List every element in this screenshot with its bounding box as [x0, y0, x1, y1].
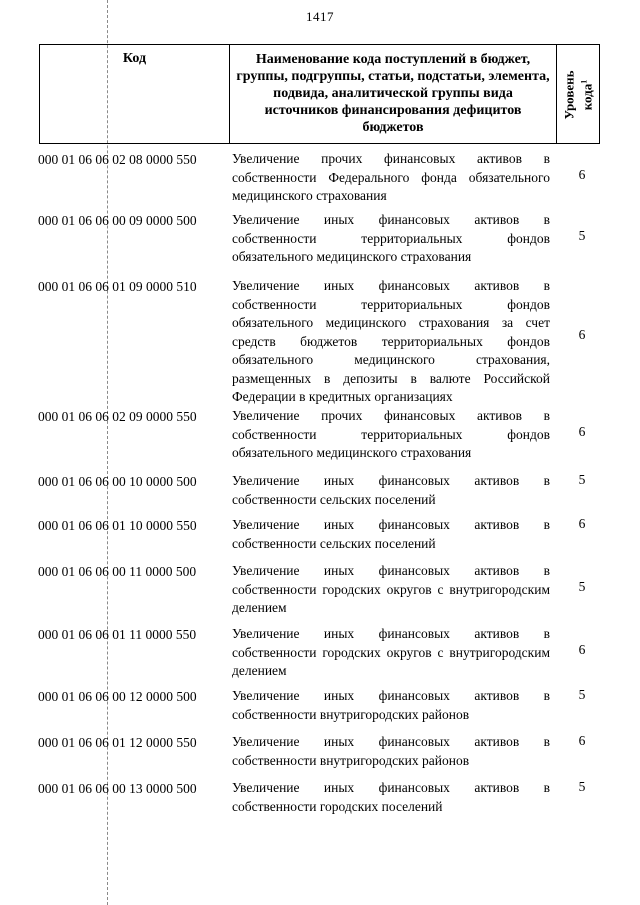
row-code: 000 01 06 06 00 11 0000 500	[38, 564, 197, 579]
row-code: 000 01 06 06 01 11 0000 550	[38, 627, 197, 642]
row-code: 000 01 06 06 01 09 0000 510	[38, 279, 197, 294]
row-name: Увеличение прочих финансовых активов в собственности территориальных фондов обязательного медицинского страхования	[232, 408, 550, 460]
row-level: 5	[578, 579, 586, 594]
row-code: 000 01 06 06 01 10 0000 550	[38, 518, 197, 533]
header-level-note: 1	[579, 79, 589, 84]
row-level: 5	[578, 687, 586, 702]
row-level: 5	[578, 779, 586, 794]
row-code: 000 01 06 06 00 09 0000 500	[38, 213, 197, 228]
row-code: 000 01 06 06 00 13 0000 500	[38, 781, 197, 796]
row-name: Увеличение иных финансовых активов в собственности сельских поселений	[232, 473, 550, 507]
row-name: Увеличение иных финансовых активов в собственности городских округов с внутригородским делением	[232, 626, 550, 678]
row-code: 000 01 06 06 00 12 0000 500	[38, 689, 197, 704]
row-level: 6	[578, 327, 586, 342]
row-name: Увеличение прочих финансовых активов в собственности Федерального фонда обязательного медицинского страхования	[232, 151, 550, 203]
row-code: 000 01 06 06 00 10 0000 500	[38, 474, 197, 489]
header-name: Наименование кода поступлений в бюджет, группы, подгруппы, статьи, подстатьи, элемента, подвида, аналитической группы вида источников финансирования дефицитов бюджетов	[230, 45, 557, 143]
row-level: 6	[578, 733, 586, 748]
row-name: Увеличение иных финансовых активов в собственности городских округов с внутригородским делением	[232, 563, 550, 615]
row-name: Увеличение иных финансовых активов в собственности территориальных фондов обязательного медицинского страхования	[232, 212, 550, 264]
row-name: Увеличение иных финансовых активов в собственности городских поселений	[232, 780, 550, 814]
row-name: Увеличение иных финансовых активов в собственности внутригородских районов	[232, 734, 550, 768]
row-name: Увеличение иных финансовых активов в собственности территориальных фондов обязательного медицинского страхования за счет средств бюджетов территориальных фондов обязательного медицинского страхования, размещенных в депозиты в валюте Российской Федерации в кредитных организациях	[232, 278, 550, 404]
row-level: 6	[578, 167, 586, 182]
row-name: Увеличение иных финансовых активов в собственности сельских поселений	[232, 517, 550, 551]
row-level: 6	[578, 642, 586, 657]
page-number: 1417	[306, 9, 334, 24]
row-level: 6	[578, 424, 586, 439]
header-level-line2: кода	[579, 83, 595, 111]
header-level-line1: Уровень	[561, 70, 577, 120]
row-level: 6	[578, 516, 586, 531]
row-code: 000 01 06 06 01 12 0000 550	[38, 735, 197, 750]
row-level: 5	[578, 472, 586, 487]
row-level: 5	[578, 228, 586, 243]
row-code: 000 01 06 06 02 09 0000 550	[38, 409, 197, 424]
row-code: 000 01 06 06 02 08 0000 550	[38, 152, 197, 167]
header-code: Код	[40, 45, 230, 143]
row-name: Увеличение иных финансовых активов в собственности внутригородских районов	[232, 688, 550, 722]
